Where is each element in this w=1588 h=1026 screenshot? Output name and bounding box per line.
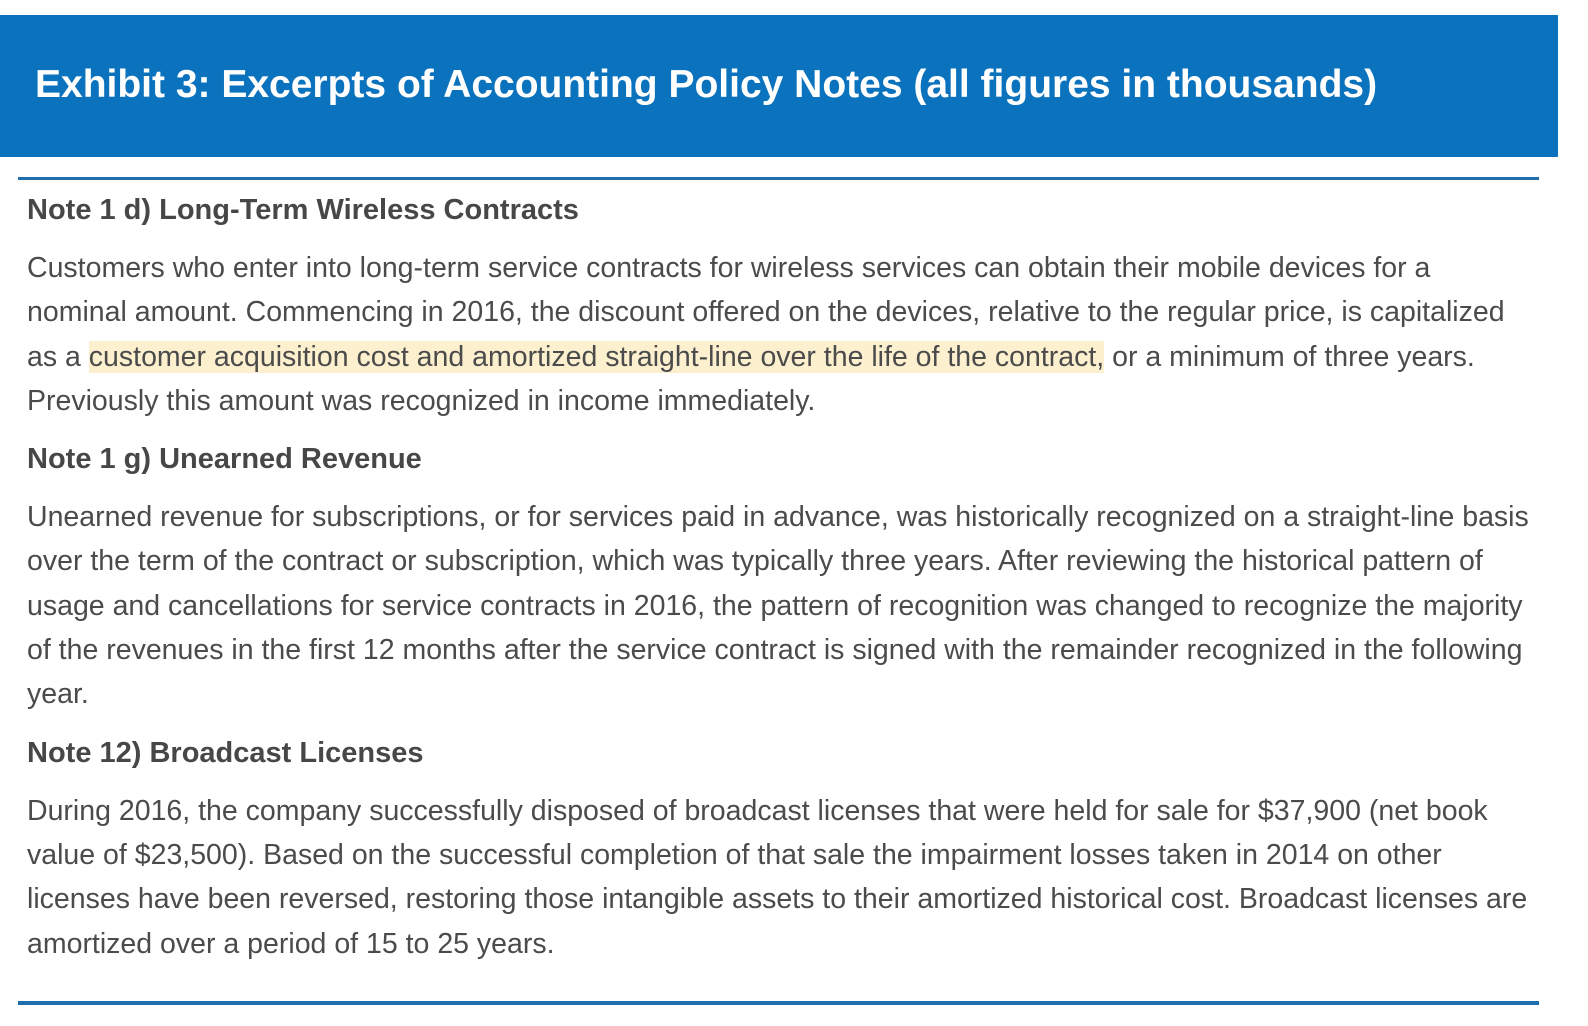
exhibit-title: Exhibit 3: Excerpts of Accounting Policy Notes (all figures in thousands) xyxy=(35,63,1378,106)
note-body: During 2016, the company successfully disposed of broadcast licenses that were held for sale for $37,900 (net book value of $23,500). Based on the successful completion of that sale the impairment losses taken in 2014 on other licenses have been reversed, restoring those intangible assets to their amortized historical cost. Broadcast licenses are amortized over a period of 15 to 25 years. xyxy=(27,794,1528,960)
note-1d xyxy=(27,188,1537,423)
top-strip xyxy=(0,0,1588,15)
top-divider xyxy=(18,177,1539,180)
highlighted-text: customer acquisition cost and amortized straight-line over the life of the contract, xyxy=(88,340,1105,373)
note-body xyxy=(27,246,1537,423)
bottom-divider xyxy=(18,1001,1539,1005)
notes-section xyxy=(27,188,1537,966)
note-1g xyxy=(27,437,1537,716)
note-body: Unearned revenue for subscriptions, or for services paid in advance, was historically recognized on a straight-line basis over the term of the contract or subscription, which was typically three years. After reviewing the historical pattern of usage and cancellations for service contracts in 2016, the pattern of recognition was changed to recognize the majority of the revenues in the first 12 months after the service contract is signed with the remainder recognized in the following year. xyxy=(27,501,1529,711)
note-body-text: or a minimum of three years. Previously this amount was recognized in income immediately. xyxy=(27,340,1475,417)
note-heading: Note 1 g) Unearned Revenue xyxy=(27,443,422,476)
note-body-text: Customers who enter into long-term service contracts for wireless services can obtain their mobile devices for a nominal amount. Commencing in 2016, the discount offered on the devices, relative to the regular price, is capitalized as a xyxy=(27,252,1505,373)
note-heading: Note 12) Broadcast Licenses xyxy=(27,736,424,769)
note-heading: Note 1 d) Long-Term Wireless Contracts xyxy=(27,194,579,226)
note-12 xyxy=(27,731,1537,966)
